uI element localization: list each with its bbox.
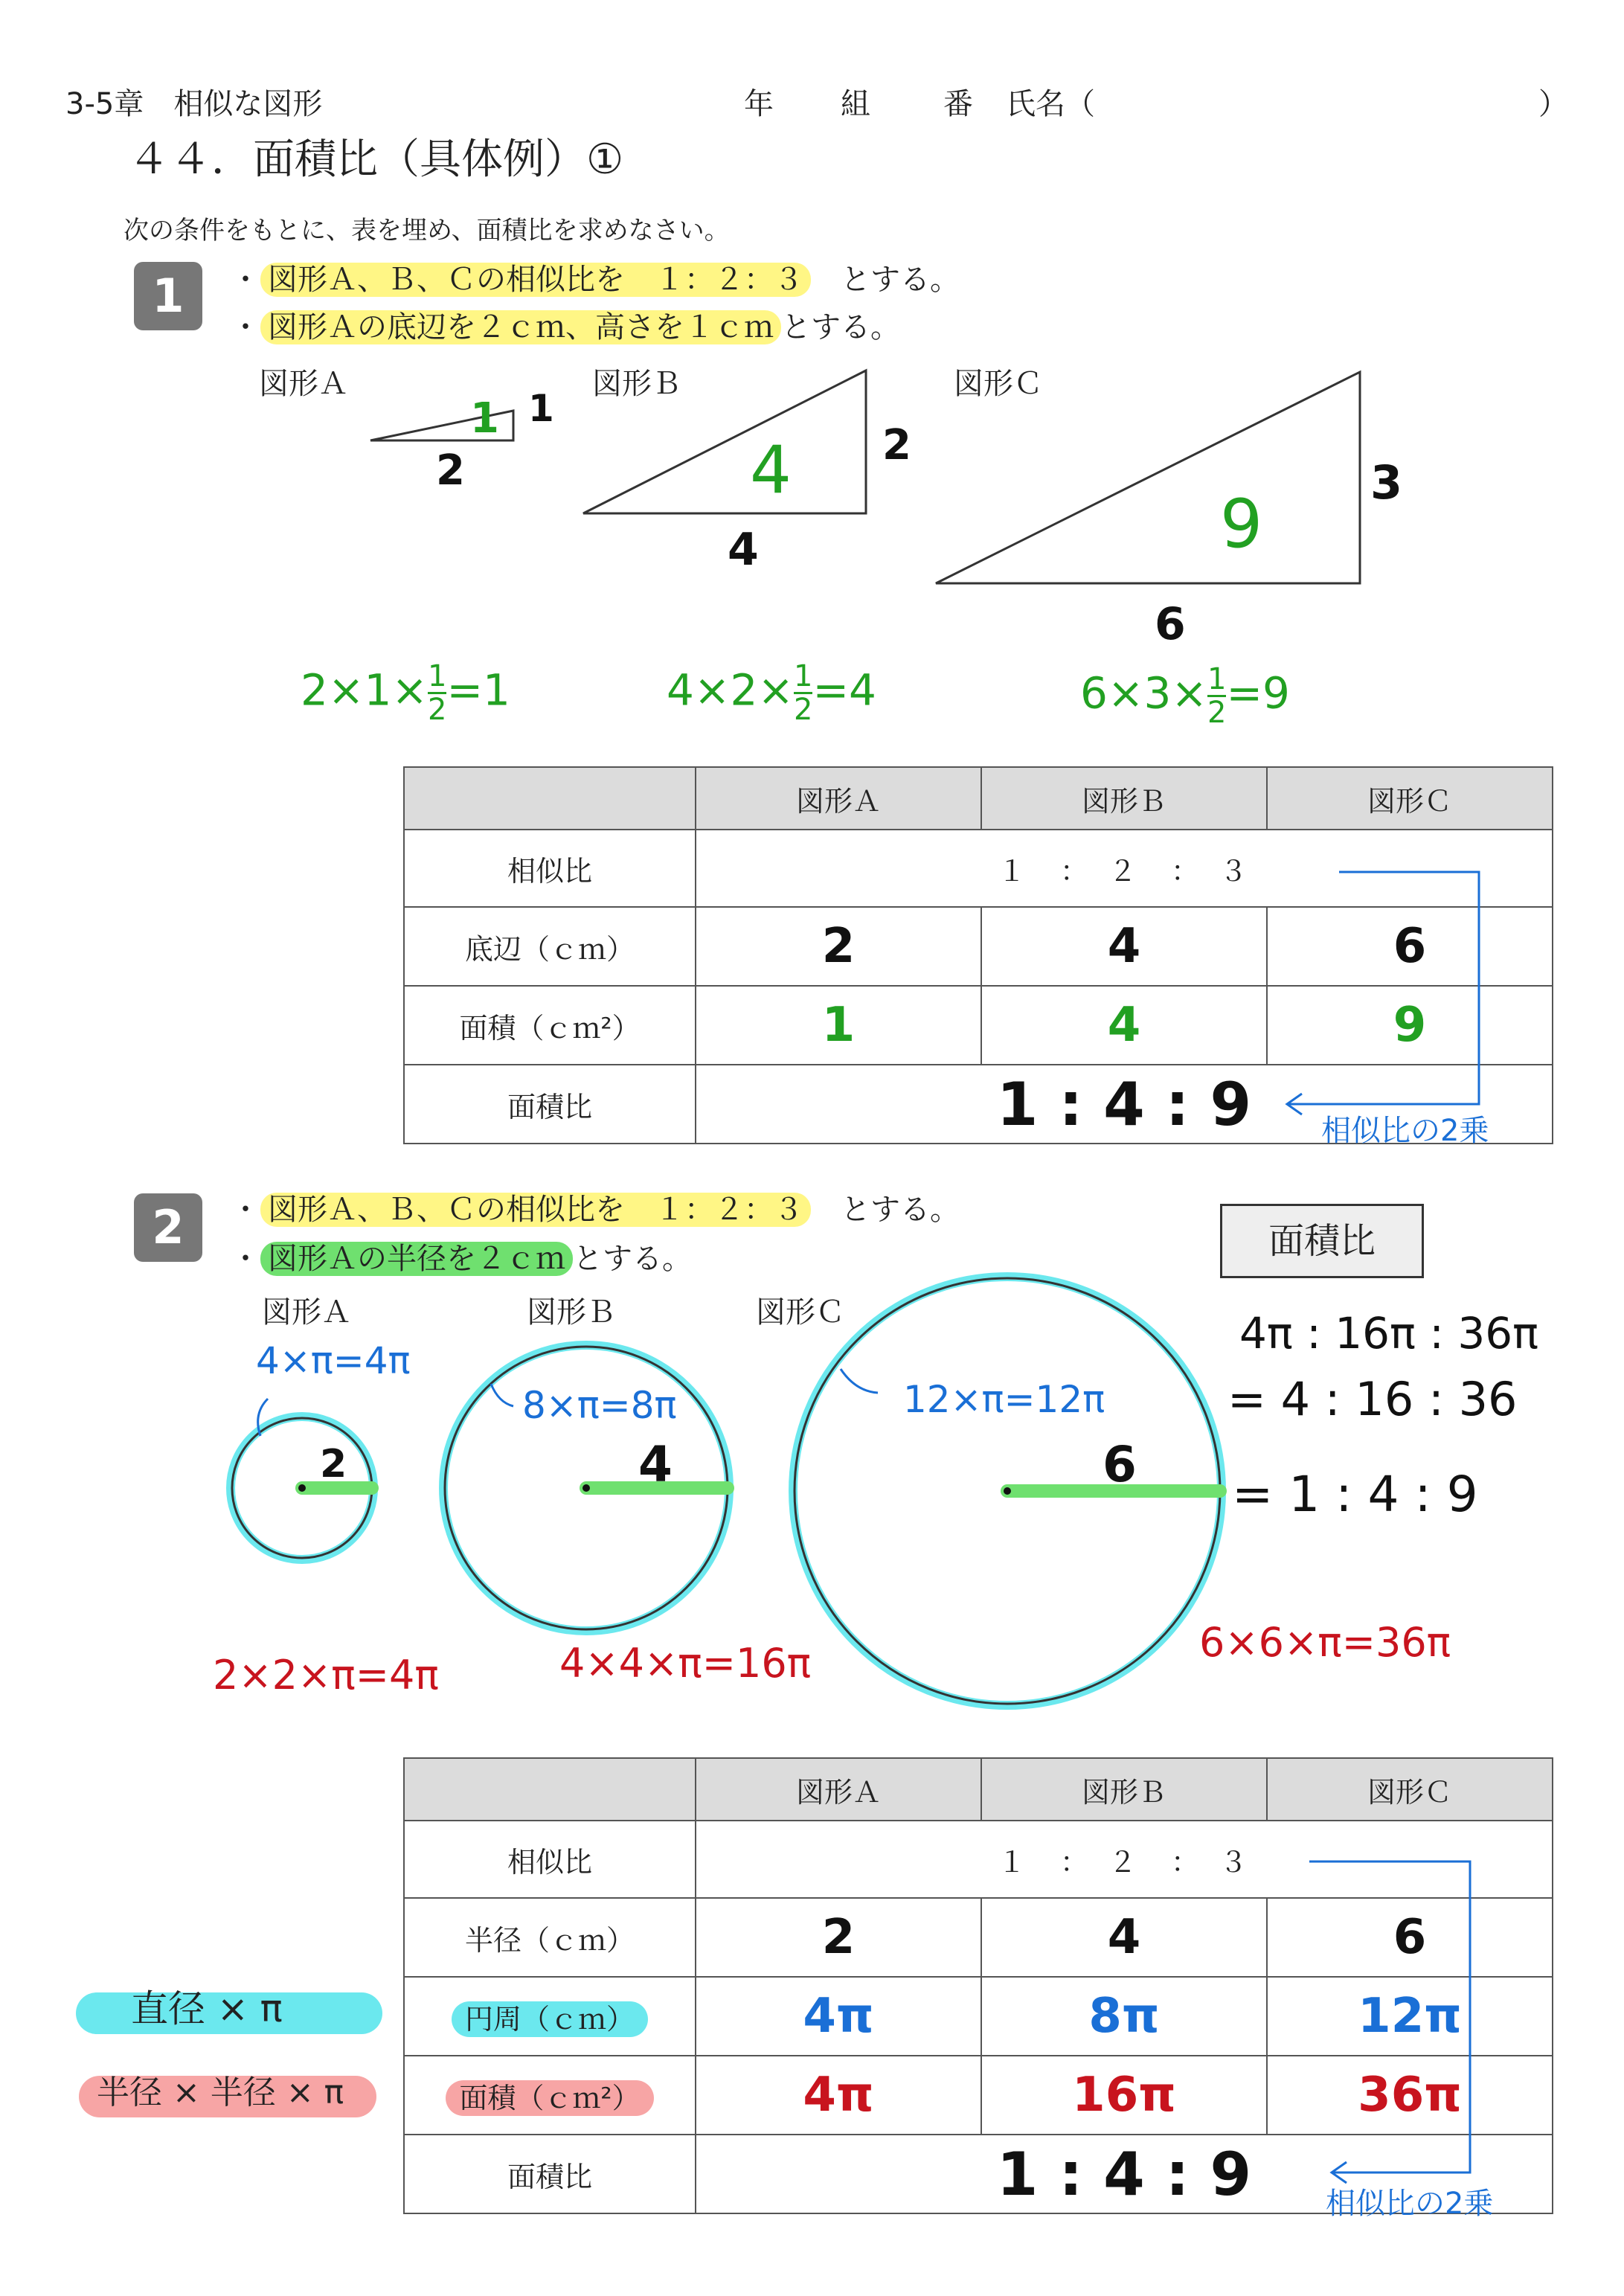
q1-cond1-highlight: 図形Ａ、Ｂ、Ｃの相似比を １：２：３ bbox=[260, 263, 811, 297]
name-label: 氏名（ bbox=[1006, 87, 1095, 121]
radius-b: 4 bbox=[981, 1898, 1267, 1977]
side-note-line2: = 4 : 16 : 36 bbox=[1227, 1372, 1518, 1426]
q1-note: 相似比の2乗 bbox=[1321, 1114, 1489, 1148]
calc-b-pre: 4×2× bbox=[667, 664, 794, 716]
circle-b-area: 4×4×π=16π bbox=[559, 1640, 812, 1687]
side-note-box: 面積比 bbox=[1220, 1204, 1424, 1278]
frac-den: 2 bbox=[794, 693, 813, 727]
ratio-label: 相似比 bbox=[404, 830, 696, 907]
area-c: 36π bbox=[1267, 2056, 1553, 2135]
area-label: 面積（ｃｍ²） bbox=[446, 2080, 653, 2116]
frac-num: 1 bbox=[1207, 662, 1227, 696]
tri-c-base: 6 bbox=[1155, 598, 1186, 650]
side-note-line1: 4π : 16π : 36π bbox=[1239, 1308, 1539, 1359]
area-ratio-value: 1 : 4 : 9 bbox=[696, 2135, 1553, 2213]
ratio-value: １ ： ２ ： ３ bbox=[696, 830, 1553, 907]
ratio-value: １ ： ２ ： ３ bbox=[696, 1821, 1553, 1898]
header-figure-c: 図形Ｃ bbox=[1267, 1758, 1553, 1821]
q2-cond2-highlight: 図形Ａの半径を２ｃｍ bbox=[260, 1242, 573, 1276]
area-a: 1 bbox=[696, 986, 981, 1065]
q1-figure-b-label: 図形Ｂ bbox=[592, 367, 681, 401]
tri-b-base: 4 bbox=[728, 524, 759, 576]
tri-a-height: 1 bbox=[528, 387, 554, 430]
side-note-line3: = 1 : 4 : 9 bbox=[1232, 1466, 1478, 1523]
year-label: 年 bbox=[744, 87, 774, 121]
bullet: ・ bbox=[231, 310, 260, 344]
circ-b: 8π bbox=[981, 1977, 1267, 2056]
q2-cond1-tail: とする。 bbox=[811, 1193, 960, 1227]
circle-a-circumference: 4×π=4π bbox=[256, 1339, 411, 1382]
radius-label: 半径（ｃｍ） bbox=[404, 1898, 696, 1977]
frac-den: 2 bbox=[1207, 696, 1227, 730]
header-figure-a: 図形Ａ bbox=[696, 1758, 981, 1821]
area-b: 16π bbox=[981, 2056, 1267, 2135]
calc-a-pre: 2×1× bbox=[301, 664, 428, 716]
frac-den: 2 bbox=[428, 693, 447, 727]
circle-b-radius: 4 bbox=[638, 1436, 673, 1493]
q2-badge: 2 bbox=[134, 1193, 202, 1262]
calc-c-pre: 6×3× bbox=[1080, 667, 1207, 719]
q1-badge: 1 bbox=[134, 262, 202, 330]
chapter-label: 3-5章 相似な図形 bbox=[65, 87, 323, 121]
name-close: ） bbox=[1538, 87, 1568, 121]
tri-a-area: 1 bbox=[470, 394, 499, 443]
tri-c-area: 9 bbox=[1220, 485, 1263, 563]
area-c: 9 bbox=[1267, 986, 1553, 1065]
frac-num: 1 bbox=[794, 659, 813, 693]
base-c: 6 bbox=[1267, 907, 1553, 986]
number-label: 番 bbox=[943, 87, 973, 121]
ratio-label: 相似比 bbox=[404, 1821, 696, 1898]
area-ratio-label: 面積比 bbox=[404, 2135, 696, 2213]
header-figure-b: 図形Ｂ bbox=[981, 1758, 1267, 1821]
bullet: ・ bbox=[231, 1242, 260, 1276]
radius-a: 2 bbox=[696, 1898, 981, 1977]
calc-c-post: =9 bbox=[1226, 667, 1290, 719]
base-b: 4 bbox=[981, 907, 1267, 986]
tri-b-area: 4 bbox=[750, 432, 792, 508]
circle-c-radius: 6 bbox=[1103, 1436, 1137, 1493]
circ-c: 12π bbox=[1267, 1977, 1553, 2056]
circle-b-circumference: 8×π=8π bbox=[522, 1384, 677, 1427]
page-title: ４４．面積比（具体例）① bbox=[128, 135, 624, 184]
header-figure-c: 図形Ｃ bbox=[1267, 767, 1553, 830]
area-ratio-label: 面積比 bbox=[404, 1065, 696, 1144]
area-b: 4 bbox=[981, 986, 1267, 1065]
base-a: 2 bbox=[696, 907, 981, 986]
q1-figure-c-label: 図形Ｃ bbox=[954, 367, 1043, 401]
q2-figure-c-label: 図形Ｃ bbox=[756, 1295, 845, 1330]
circle-c-circumference: 12×π=12π bbox=[903, 1378, 1105, 1421]
legend-area-text: 半径 × 半径 × π bbox=[97, 2074, 344, 2111]
circle-a-area: 2×2×π=4π bbox=[213, 1652, 439, 1699]
circle-a-radius: 2 bbox=[320, 1442, 347, 1487]
class-label: 組 bbox=[841, 87, 870, 121]
q1-cond2-highlight: 図形Ａの底辺を２ｃｍ、高さを１ｃｍ bbox=[260, 310, 781, 344]
q2-cond2-tail: とする。 bbox=[573, 1242, 692, 1276]
tri-c-height: 3 bbox=[1370, 455, 1403, 510]
circle-c-area: 6×6×π=36π bbox=[1199, 1619, 1451, 1666]
q2-cond1-highlight: 図形Ａ、Ｂ、Ｃの相似比を １：２：３ bbox=[260, 1193, 811, 1227]
frac-num: 1 bbox=[428, 659, 447, 693]
bullet: ・ bbox=[231, 263, 260, 297]
header-figure-a: 図形Ａ bbox=[696, 767, 981, 830]
area-a: 4π bbox=[696, 2056, 981, 2135]
q2-figure-a-label: 図形Ａ bbox=[262, 1295, 351, 1330]
tri-a-base: 2 bbox=[436, 446, 465, 495]
header-figure-b: 図形Ｂ bbox=[981, 767, 1267, 830]
calc-b-post: =4 bbox=[812, 664, 876, 716]
q1-cond1-tail: とする。 bbox=[811, 263, 960, 297]
circ-a: 4π bbox=[696, 1977, 981, 2056]
q2-note: 相似比の2乗 bbox=[1326, 2187, 1494, 2221]
q1-figure-a-label: 図形Ａ bbox=[259, 367, 348, 401]
radius-c: 6 bbox=[1267, 1898, 1553, 1977]
q2-figure-b-label: 図形Ｂ bbox=[527, 1295, 616, 1330]
instruction: 次の条件をもとに、表を埋め、面積比を求めなさい。 bbox=[123, 216, 730, 246]
area-ratio-value: 1 : 4 : 9 bbox=[696, 1065, 1553, 1144]
legend-circ-text: 直径 × π bbox=[131, 1987, 283, 2030]
tri-b-height: 2 bbox=[882, 421, 911, 469]
area-label: 面積（ｃｍ²） bbox=[404, 986, 696, 1065]
bullet: ・ bbox=[231, 1193, 260, 1227]
base-label: 底辺（ｃｍ） bbox=[404, 907, 696, 986]
q1-cond2-tail: とする。 bbox=[781, 310, 900, 344]
circ-label: 円周（ｃｍ） bbox=[452, 2001, 648, 2037]
calc-a-post: =1 bbox=[446, 664, 510, 716]
